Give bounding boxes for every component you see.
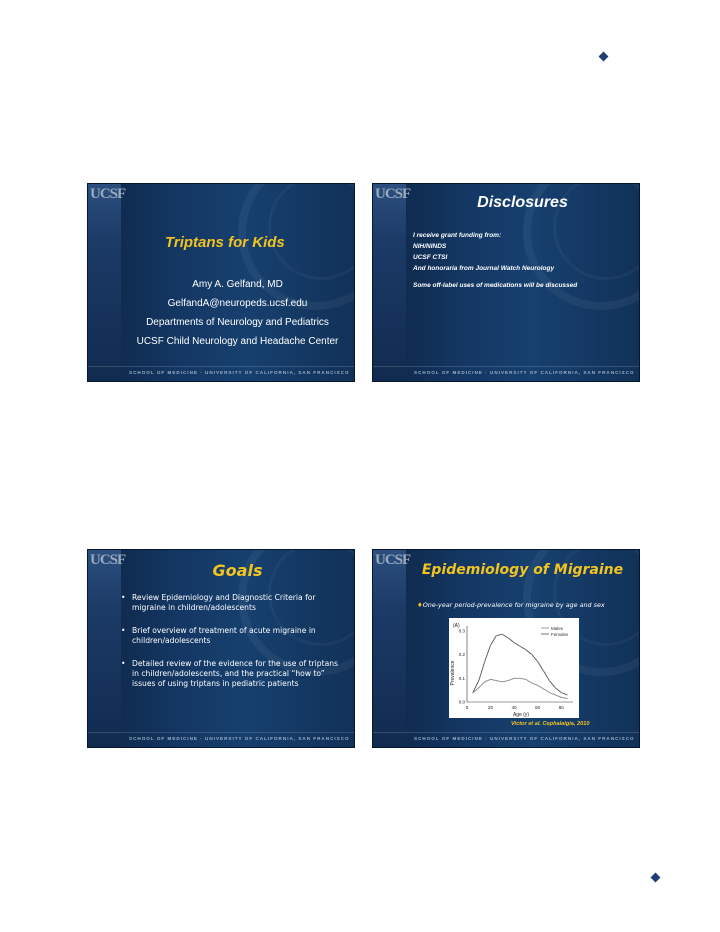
data-point-males [478,687,479,688]
author-department: Departments of Neurology and Pediatrics [146,317,329,328]
legend [541,626,569,637]
data-point-females [502,634,503,635]
goal-item: • Brief overview of treatment of acute migraine in children/adolescents [118,626,340,646]
goal-item: • Detailed review of the evidence for the use of triptans in children/adolescents, and the practical “how to” issues of using triptans in pediatric patients [118,659,340,689]
slide-sidebar [373,550,406,747]
slide-footer: SCHOOL OF MEDICINE · UNIVERSITY OF CALIFORNIA, SAN FRANCISCO [373,732,639,747]
prevalence-chart [449,618,579,718]
panel-label: (A) [453,623,460,629]
x-tick-label: 60 [535,705,541,710]
axis-ticks [459,626,573,710]
data-point-males [525,679,526,680]
data-point-males [508,680,509,681]
data-point-females [496,635,497,636]
data-point-males [484,681,485,682]
data-point-females [543,671,544,672]
data-point-males [490,679,491,680]
slide-footer: SCHOOL OF MEDICINE · UNIVERSITY OF CALIFORNIA, SAN FRANCISCO [88,366,354,381]
data-point-females [472,692,473,693]
data-point-males [502,681,503,682]
x-tick-label: 80 [558,705,564,710]
data-point-females [561,692,562,693]
axis-frame [467,626,573,702]
data-point-females [525,649,526,650]
prevalence-chart-svg [449,618,579,718]
slide-footer: SCHOOL OF MEDICINE · UNIVERSITY OF CALIFORNIA, SAN FRANCISCO [88,732,354,747]
legend-males: Males [551,626,564,631]
series-line-females [473,634,567,695]
x-tick-label: 20 [488,705,494,710]
series-lines [472,634,567,699]
data-point-females [508,637,509,638]
data-point-females [519,646,520,647]
slide-4 [372,549,640,748]
y-tick-label: 0.3 [458,628,465,634]
data-point-males [549,692,550,693]
chart-subtitle-row [417,601,605,609]
page-marker-bottom [651,873,661,883]
author-center: UCSF Child Neurology and Headache Center [136,336,339,347]
page-marker-top [599,52,609,62]
slide-3 [87,549,355,748]
x-tick-label: 40 [511,705,517,710]
data-point-males [567,698,568,699]
disclosure-line: UCSF CTSI [413,254,448,261]
data-point-males [555,694,556,695]
data-point-males [519,678,520,679]
slide-title: Goals [212,561,263,580]
ucsf-logo: UCSF [375,186,411,202]
slide-1 [87,183,355,382]
series-line-males [473,678,567,698]
goals-list [118,593,340,702]
y-tick-label: 0.1 [458,675,465,681]
data-point-females [490,644,491,645]
legend-females: Females [551,632,569,637]
x-tick-label: 0 [465,705,469,710]
data-point-females [549,680,550,681]
chart-citation: Victor et al. Cephalalgia, 2010 [511,721,590,727]
data-point-males [543,688,544,689]
data-point-males [514,678,515,679]
slide-title: Epidemiology of Migraine [421,562,624,578]
author-email: GelfandA@neuropeds.ucsf.edu [167,298,308,309]
data-point-males [496,680,497,681]
slide-footer: SCHOOL OF MEDICINE · UNIVERSITY OF CALIFORNIA, SAN FRANCISCO [373,366,639,381]
data-point-males [531,682,532,683]
chart-subtitle: One-year period-prevalence for migraine by age and sex [422,601,605,609]
data-point-males [537,685,538,686]
slide-title: Triptans for Kids [165,234,285,251]
y-tick-label: 0.0 [458,699,465,705]
subtitle-bullet-icon: ♦ [417,601,423,609]
data-point-females [567,694,568,695]
slide-sidebar [373,184,406,381]
data-point-females [478,680,479,681]
data-point-females [555,687,556,688]
slide-2 [372,183,640,382]
ucsf-logo: UCSF [90,552,126,568]
slide-title: Disclosures [477,194,568,211]
goal-item: • Review Epidemiology and Diagnostic Criteria for migraine in children/adolescents [118,593,340,613]
data-point-females [537,661,538,662]
ucsf-logo: UCSF [90,186,126,202]
data-point-females [484,661,485,662]
x-axis-label: Age (y) [512,712,530,718]
disclosure-line: I receive grant funding from: [413,232,502,239]
offlabel-note: Some off-label uses of medications will be discussed [413,282,578,289]
data-point-males [561,697,562,698]
data-point-females [514,642,515,643]
y-axis-label: Prevalence [450,660,456,686]
y-tick-label: 0.2 [458,652,465,657]
disclosure-line: NIH/NINDS [413,243,447,250]
author-name: Amy A. Gelfand, MD [192,279,283,290]
disclosure-line: And honoraria from Journal Watch Neurology [413,265,555,272]
data-point-females [531,654,532,655]
ucsf-logo: UCSF [375,552,411,568]
disclosure-list [413,230,554,274]
